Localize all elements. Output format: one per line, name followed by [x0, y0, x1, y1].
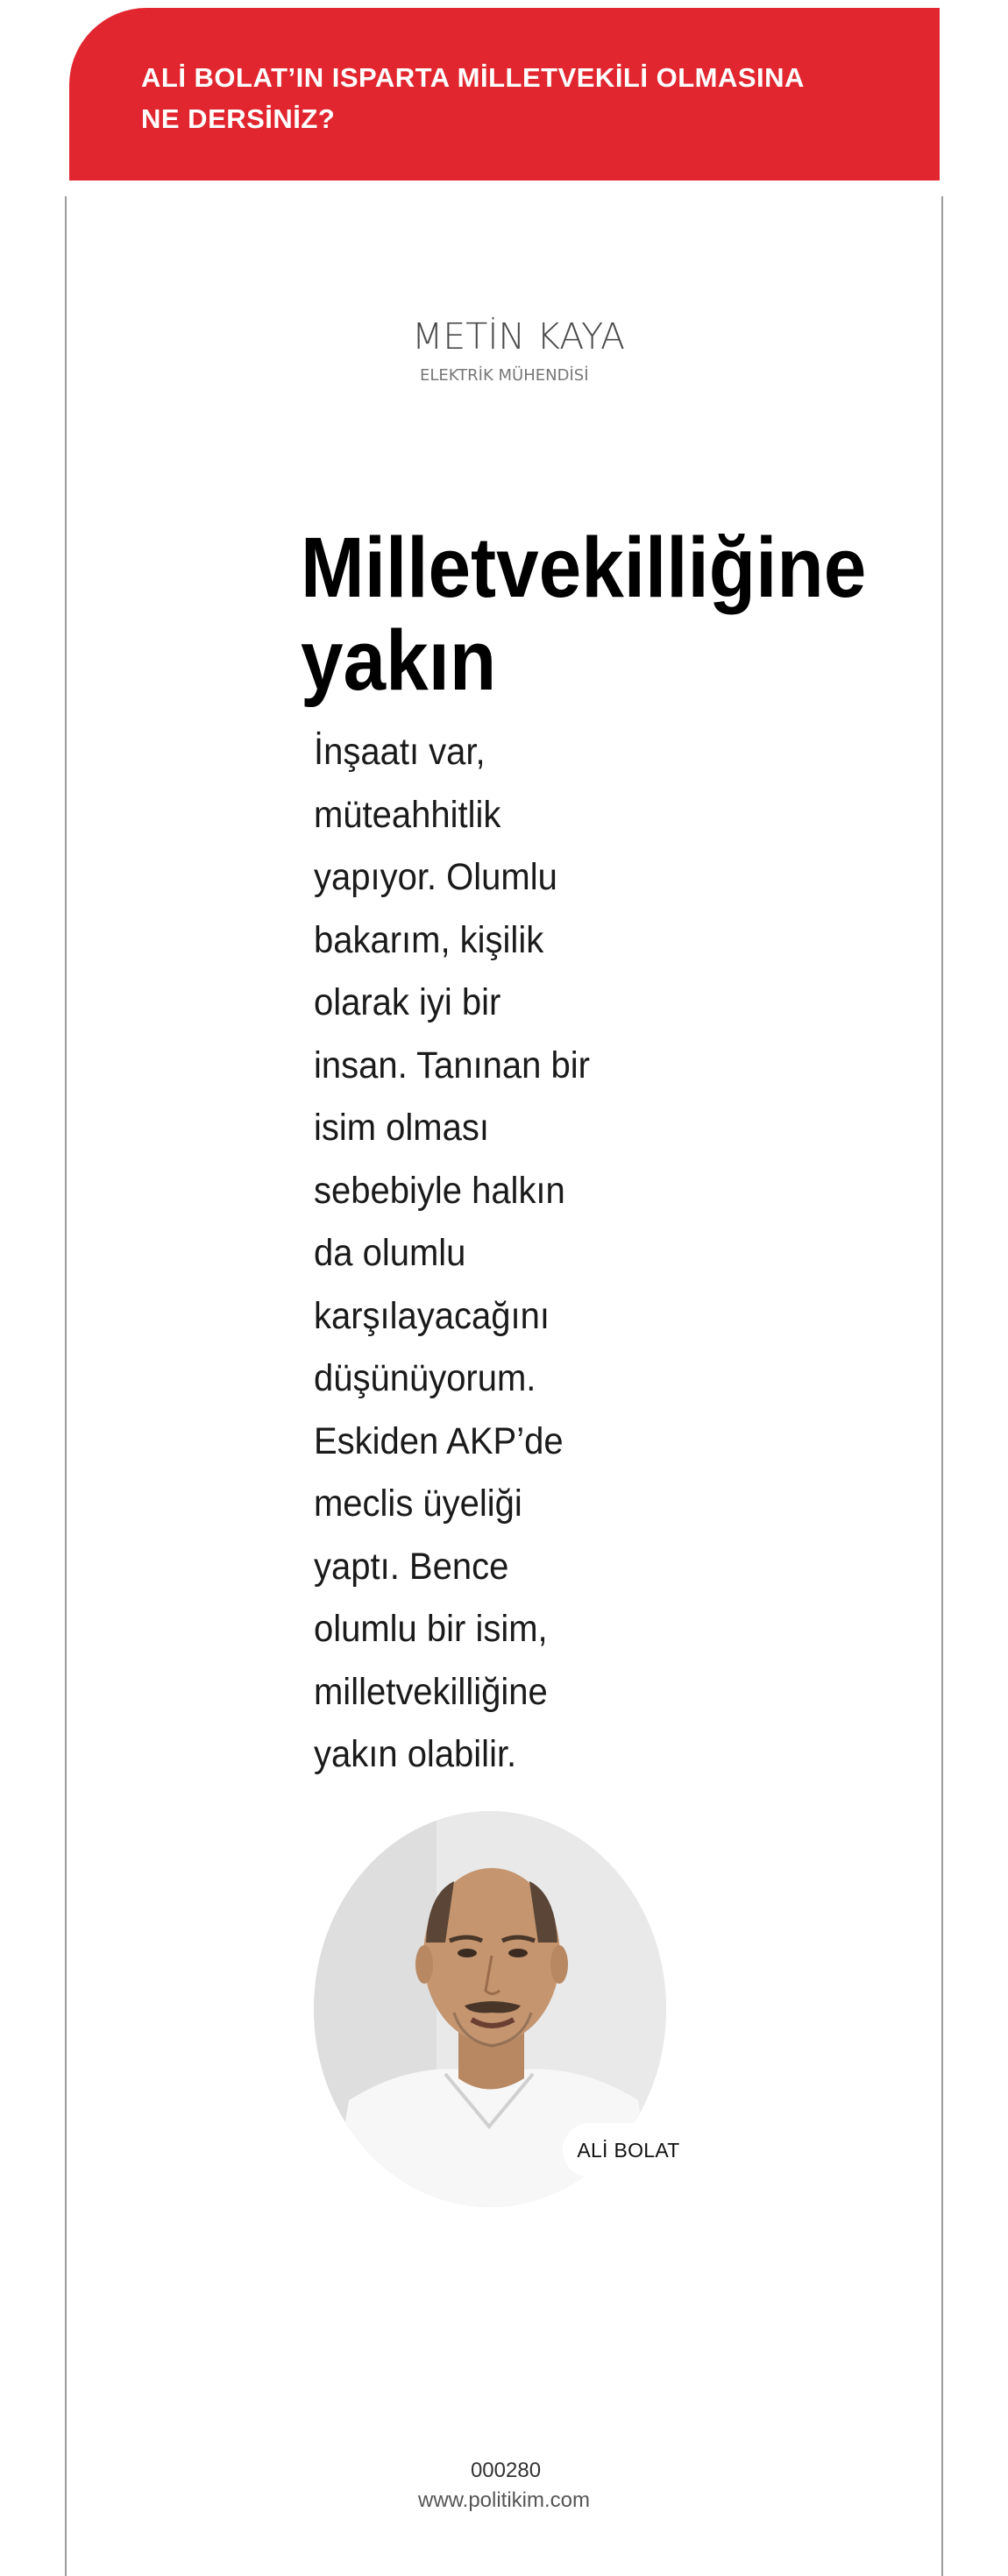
article-headline — [301, 521, 869, 707]
author-name: METİN KAYA — [412, 315, 626, 357]
banner-title-line2: NE DERSİNİZ? — [141, 103, 336, 134]
headline-line2: yakın — [301, 612, 497, 708]
footer-url[interactable]: www.politikim.com — [417, 2488, 591, 2512]
question-banner — [69, 8, 940, 180]
photo-caption-bubble — [563, 2123, 694, 2177]
banner-title-line1: ALİ BOLAT’IN ISPARTA MİLLETVEKİLİ OLMASINA — [141, 62, 805, 93]
headline-line1: Milletvekilliğine — [301, 520, 867, 615]
photo-caption: ALİ BOLAT — [577, 2138, 680, 2162]
banner-title — [141, 57, 905, 139]
article-body: İnşaatı var, müteahhitlik yapıyor. Olumlu bakarım, kişilik olarak iyi bir insan. Tanınan bir isim olması sebebiyle halkın da olumlu karşılayacağını düşünüyorum. Eskiden AKP’de meclis üyeliği yaptı. Bence olumlu bir isim, milletvekilliğine yakın olabilir. — [314, 731, 590, 1775]
author-role: ELEKTRİK MÜHENDİSİ — [420, 366, 589, 385]
footer-code: 000280 — [470, 2459, 542, 2482]
